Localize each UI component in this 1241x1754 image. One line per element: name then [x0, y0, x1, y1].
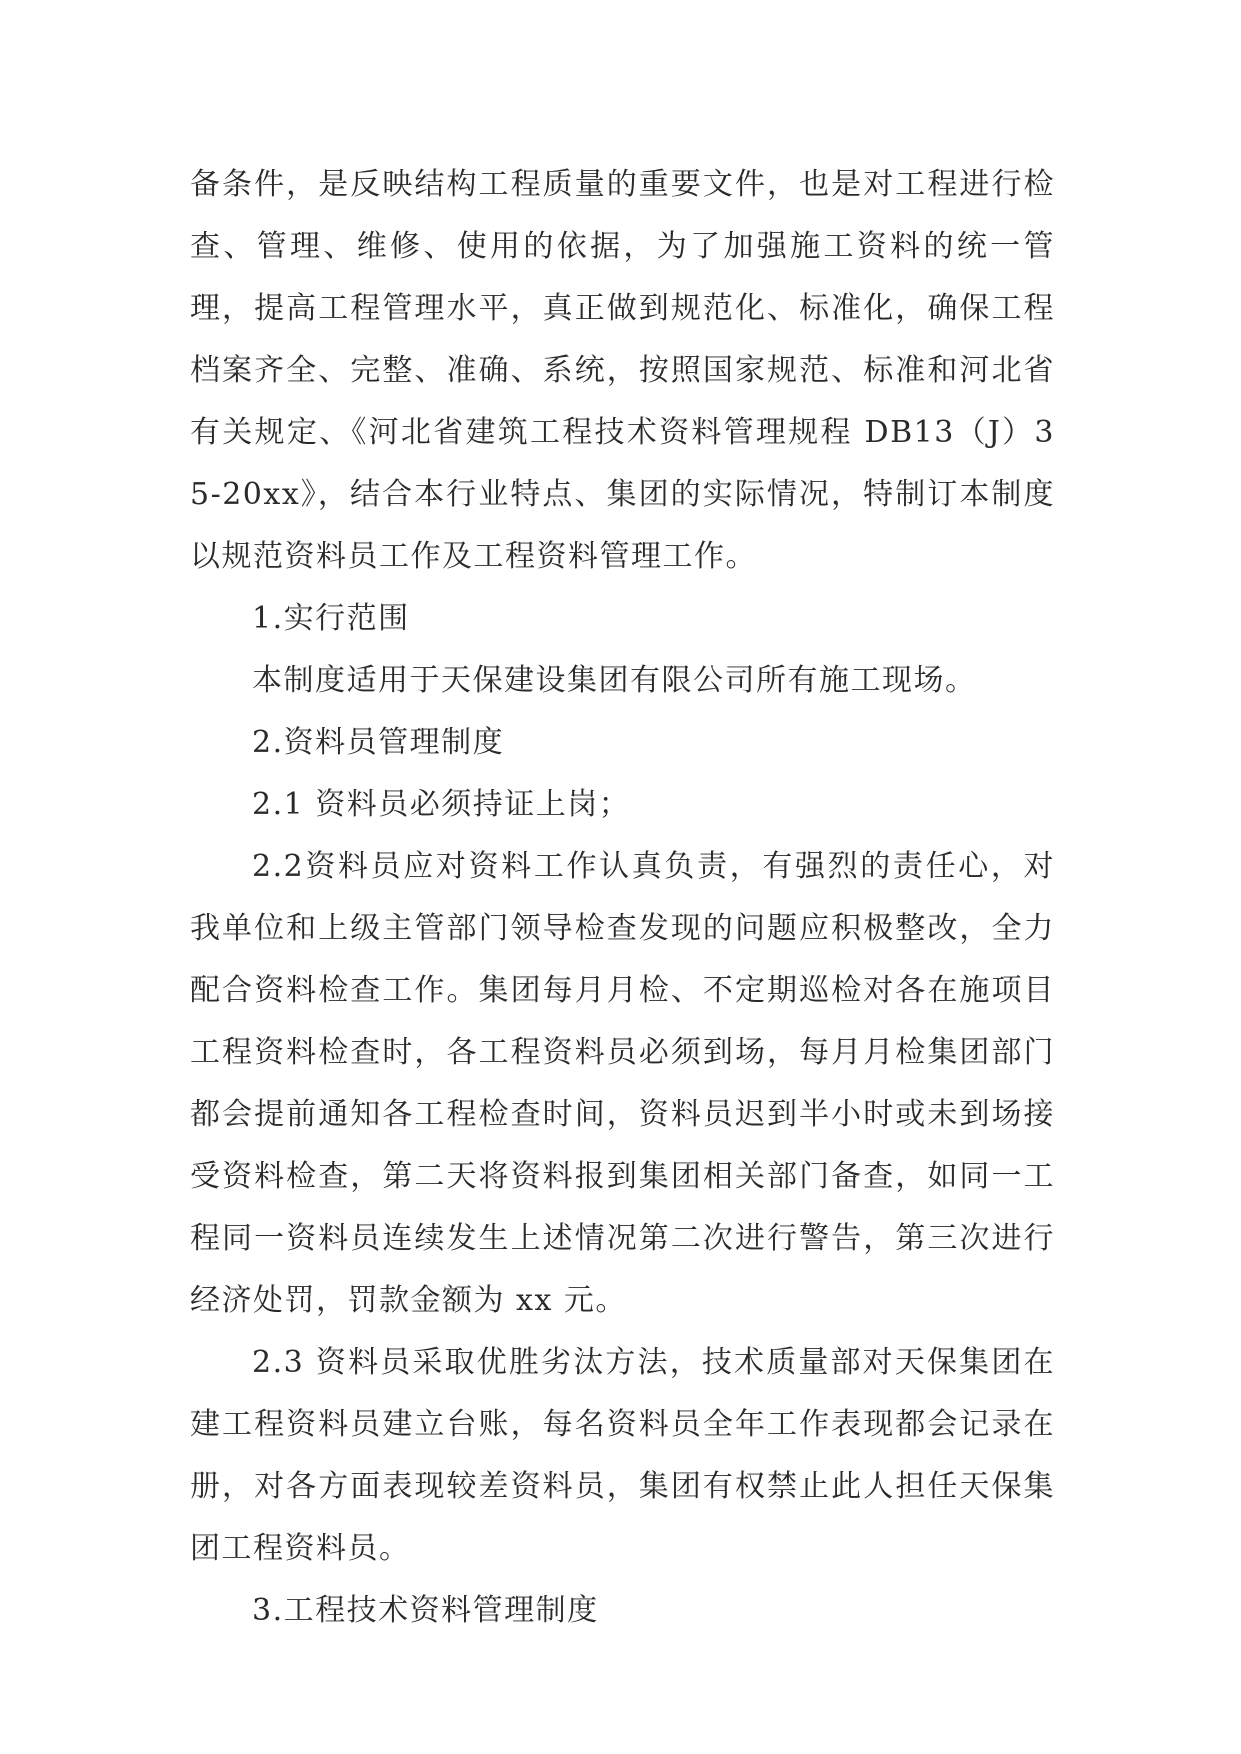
paragraph-rule-2-2: 2.2资料员应对资料工作认真负责，有强烈的责任心，对我单位和上级主管部门领导检查发现的问题应积极整改，全力配合资料检查工作。集团每月月检、不定期巡检对各在施项目工程资料检查时，各工程资料员必须到场，每月月检集团部门都会提前通知各工程检查时间，资料员迟到半小时或未到场接受资料检查，第二天将资料报到集团相关部门备查，如同一工程同一资料员连续发生上述情况第二次进行警告，第三次进行经济处罚，罚款金额为 xx 元。	[190, 849, 1055, 1318]
paragraph-rule-2-1: 2.1 资料员必须持证上岗；	[252, 787, 631, 822]
paragraph-continuation: 备条件，是反映结构工程质量的重要文件，也是对工程进行检查、管理、维修、使用的依据，为了加强施工资料的统一管理，提高工程管理水平，真正做到规范化、标准化，确保工程档案齐全、完整、准确、系统，按照国家规范、标准和河北省有关规定、《河北省建筑工程技术资料管理规程 DB13（J）35-20xx》，结合本行业特点、集团的实际情况，特制订本制度以规范资料员工作及工程资料管理工作。	[190, 167, 1055, 574]
paragraph-rule-2-3: 2.3 资料员采取优胜劣汰方法，技术质量部对天保集团在建工程资料员建立台账，每名资料员全年工作表现都会记录在册，对各方面表现较差资料员，集团有权禁止此人担任天保集团工程资料员。	[190, 1345, 1055, 1566]
section-heading-scope: 1.实行范围	[252, 601, 410, 636]
section-heading-technical-records: 3.工程技术资料管理制度	[252, 1593, 599, 1628]
paragraph-scope: 本制度适用于天保建设集团有限公司所有施工现场。	[252, 663, 977, 698]
section-heading-staff-rules: 2.资料员管理制度	[252, 725, 505, 760]
document-body	[190, 154, 1055, 1642]
